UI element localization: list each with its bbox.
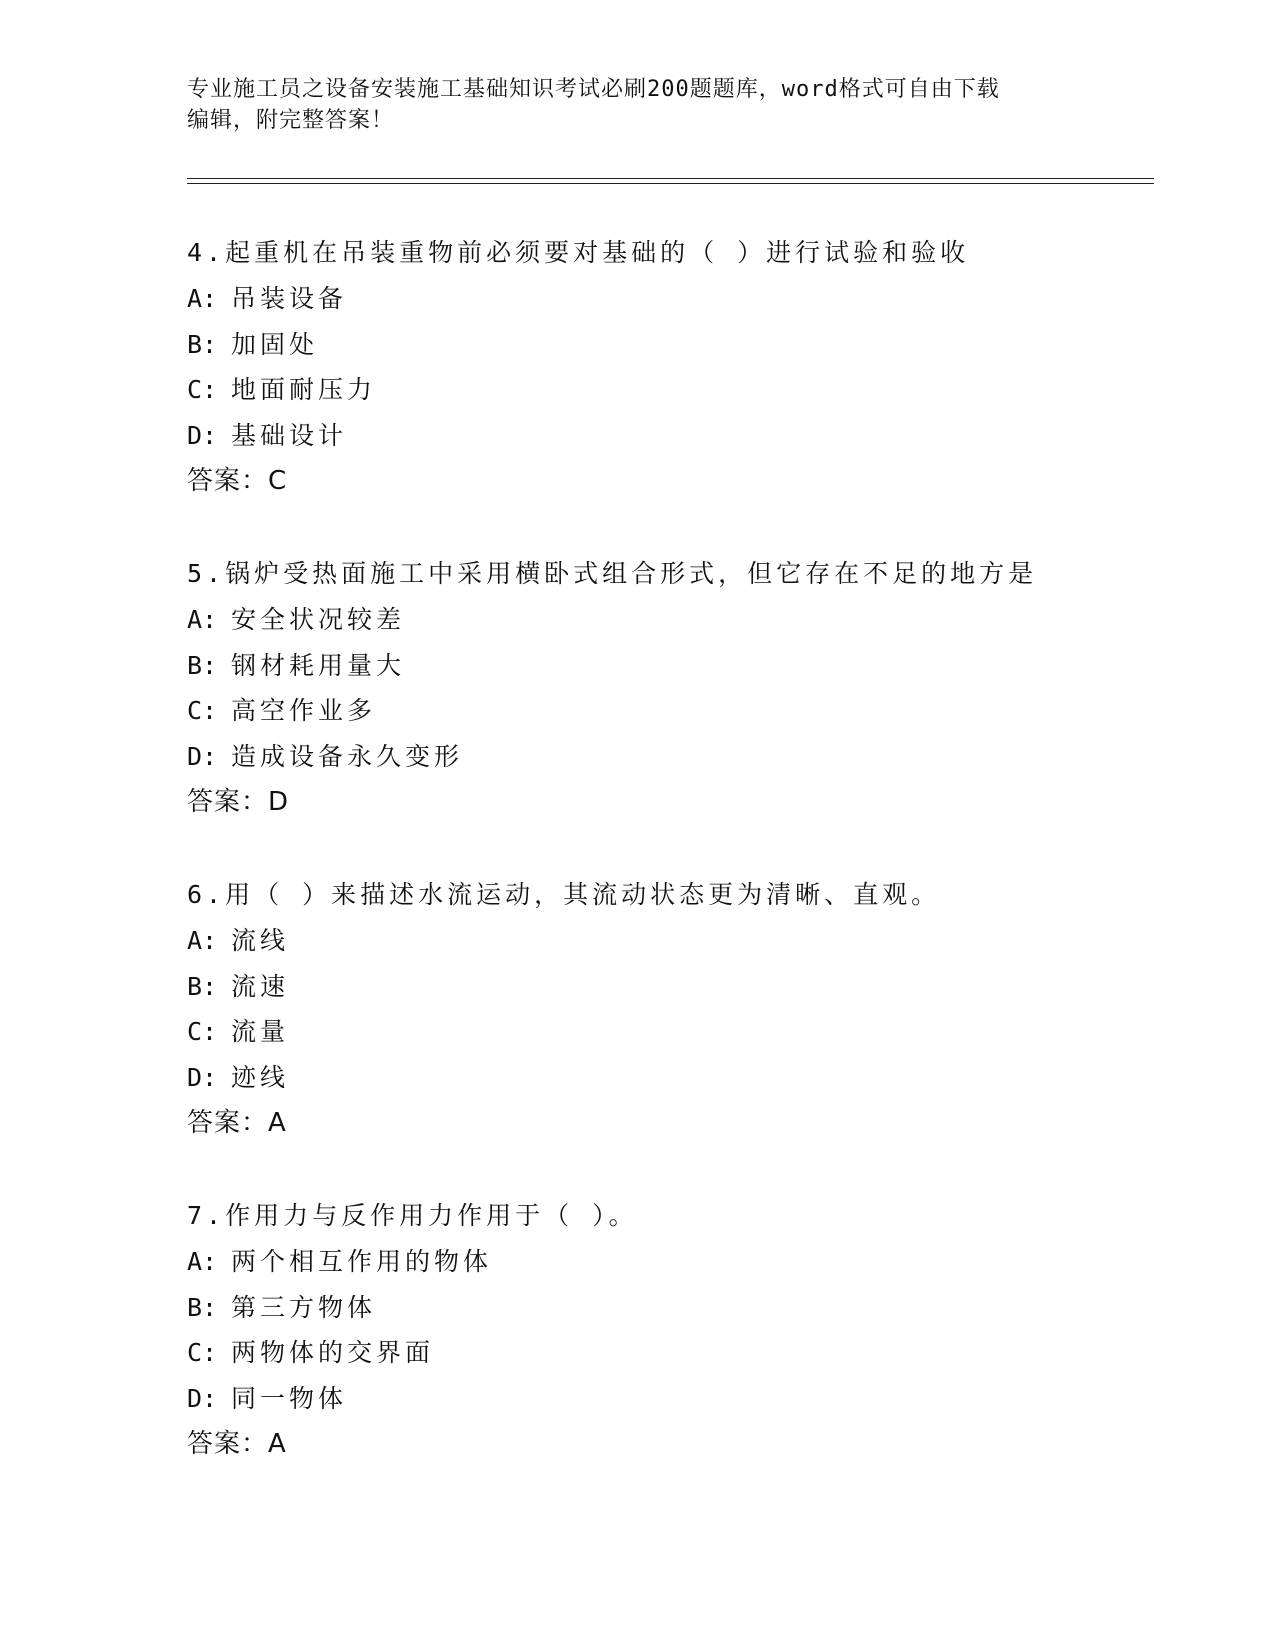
option-letter: A: xyxy=(187,926,218,955)
option-text: 基础设计 xyxy=(231,420,348,450)
option-c xyxy=(187,367,1147,413)
option-text: 造成设备永久变形 xyxy=(231,741,464,771)
answer-line: 答案：C xyxy=(187,466,288,496)
option-c xyxy=(187,688,1147,734)
question-block xyxy=(187,551,1147,825)
option-letter: A: xyxy=(187,1247,218,1276)
question-block xyxy=(187,230,1147,504)
header-divider-top xyxy=(187,178,1154,179)
option-text: 地面耐压力 xyxy=(231,375,377,404)
answer-line: 答案：A xyxy=(187,1108,287,1138)
option-text: 安全状况较差 xyxy=(231,605,406,634)
option-text: 高空作业多 xyxy=(231,696,377,725)
option-letter: A: xyxy=(187,605,218,634)
question-stem: 4.起重机在吊装重物前必须要对基础的（ ）进行试验和验收 xyxy=(187,238,970,267)
option-text: 流线 xyxy=(231,926,290,955)
option-letter: C: xyxy=(187,1017,218,1046)
option-text: 吊装设备 xyxy=(231,284,348,313)
option-d xyxy=(187,413,1147,459)
option-letter: D: xyxy=(187,1383,218,1413)
option-b xyxy=(187,1285,1147,1331)
title-line-1: 专业施工员之设备安装施工基础知识考试必刷200题题库，word格式可自由下载 xyxy=(187,77,1000,102)
option-text: 迹线 xyxy=(231,1062,290,1092)
option-a xyxy=(187,276,1147,322)
title-line-2: 编辑，附完整答案！ xyxy=(187,108,395,133)
option-letter: B: xyxy=(187,971,218,1001)
answer-line: 答案：D xyxy=(187,787,290,817)
option-text: 同一物体 xyxy=(231,1383,348,1413)
option-text: 第三方物体 xyxy=(231,1292,377,1322)
option-letter: B: xyxy=(187,329,218,359)
option-text: 钢材耗用量大 xyxy=(231,650,406,680)
option-d xyxy=(187,1376,1147,1422)
answer-line: 答案：A xyxy=(187,1429,287,1459)
option-letter: B: xyxy=(187,650,218,680)
option-text: 流量 xyxy=(231,1017,290,1046)
option-a xyxy=(187,597,1147,643)
option-b xyxy=(187,322,1147,368)
option-text: 加固处 xyxy=(231,329,319,359)
question-block xyxy=(187,872,1147,1146)
question-stem: 7.作用力与反作用力作用于（ ）。 xyxy=(187,1201,638,1230)
option-d xyxy=(187,734,1147,780)
option-c xyxy=(187,1009,1147,1055)
option-letter: C: xyxy=(187,1338,218,1367)
option-a xyxy=(187,918,1147,964)
option-c xyxy=(187,1330,1147,1376)
option-text: 流速 xyxy=(231,971,290,1001)
option-d xyxy=(187,1055,1147,1101)
option-letter: D: xyxy=(187,741,218,771)
option-b xyxy=(187,643,1147,689)
option-letter: D: xyxy=(187,420,218,450)
option-b xyxy=(187,964,1147,1010)
option-letter: C: xyxy=(187,696,218,725)
question-stem: 5.锅炉受热面施工中采用横卧式组合形式，但它存在不足的地方是 xyxy=(187,559,1038,588)
header-divider-bottom xyxy=(187,183,1154,184)
option-letter: D: xyxy=(187,1062,218,1092)
option-text: 两物体的交界面 xyxy=(231,1338,435,1367)
option-text: 两个相互作用的物体 xyxy=(231,1247,493,1276)
option-letter: B: xyxy=(187,1292,218,1322)
question-block xyxy=(187,1193,1147,1467)
option-a xyxy=(187,1239,1147,1285)
option-letter: A: xyxy=(187,284,218,313)
document-title xyxy=(187,74,1067,136)
option-letter: C: xyxy=(187,375,218,404)
question-stem: 6.用（ ）来描述水流运动，其流动状态更为清晰、直观。 xyxy=(187,880,941,909)
